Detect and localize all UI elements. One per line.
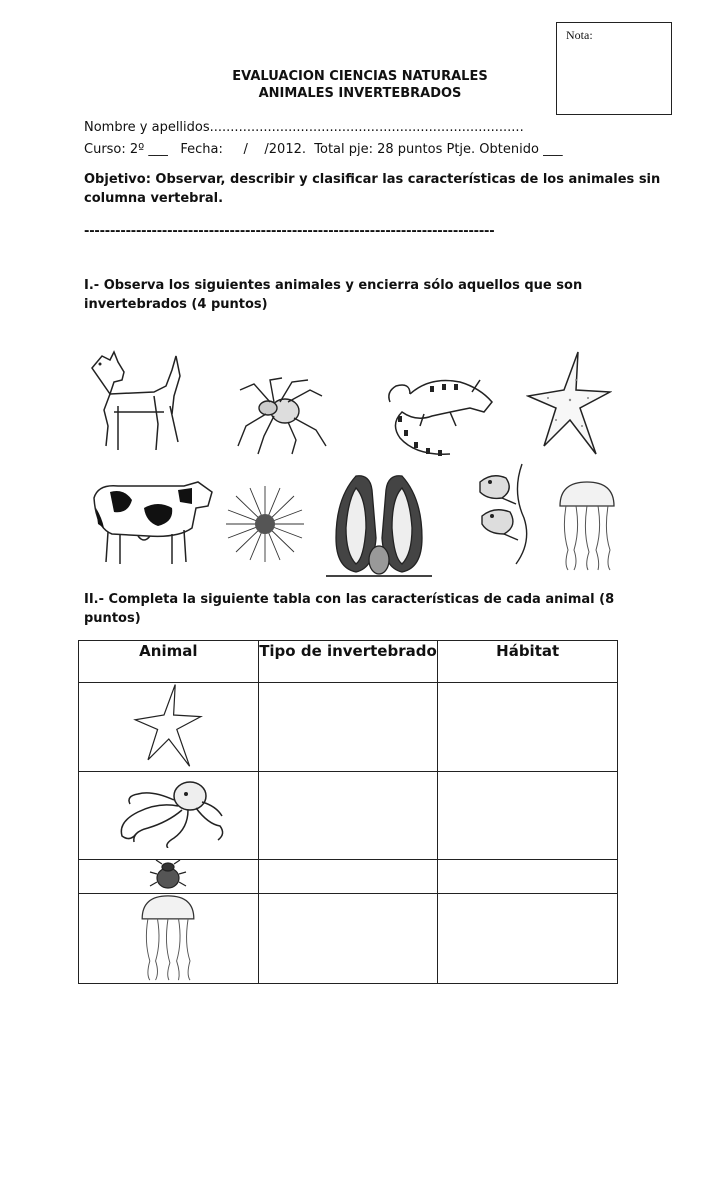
type-input-jellyfish[interactable] (258, 894, 438, 984)
habitat-input-octopus[interactable] (438, 772, 618, 860)
document-title: EVALUACION CIENCIAS NATURALES (232, 69, 488, 84)
animal-cell-starfish (79, 683, 259, 772)
header-type: Tipo de invertebrado (258, 641, 438, 683)
table-row (79, 894, 618, 984)
section-2-title: II.- Completa la siguiente tabla con las características de cada animal (8 puntos) (84, 592, 615, 626)
beetle-table-image (148, 860, 188, 890)
sea-urchin-image[interactable] (224, 484, 306, 564)
grade-label: Nota: (566, 28, 593, 42)
header-habitat: Hábitat (438, 641, 618, 683)
type-input-starfish[interactable] (258, 683, 438, 772)
animal-cell-beetle (79, 860, 259, 894)
frogs-image[interactable] (472, 462, 552, 566)
habitat-input-jellyfish[interactable] (438, 894, 618, 984)
animal-cell-jellyfish (79, 894, 259, 984)
table-header-row (79, 641, 618, 683)
penguins-image[interactable] (326, 468, 432, 580)
table-row (79, 683, 618, 772)
header-animal: Animal (79, 641, 259, 683)
animal-cell-octopus (79, 772, 259, 860)
spider-image[interactable] (230, 376, 330, 456)
starfish-table-image (131, 683, 205, 771)
starfish-image[interactable] (526, 350, 612, 460)
octopus-table-image (108, 772, 228, 848)
table-row (79, 772, 618, 860)
table-row (79, 860, 618, 894)
habitat-input-beetle[interactable] (438, 860, 618, 894)
type-input-beetle[interactable] (258, 860, 438, 894)
jellyfish-image[interactable] (556, 480, 618, 572)
section-1-title: I.- Observa los siguientes animales y encierra sólo aquellos que son invertebrados (4 puntos) (84, 278, 583, 312)
document-subtitle: ANIMALES INVERTEBRADOS (258, 86, 462, 101)
type-input-octopus[interactable] (258, 772, 438, 860)
separator-line: ------------------------------------------------------------------------------- (84, 224, 495, 239)
iguana-image[interactable] (380, 372, 500, 462)
habitat-input-starfish[interactable] (438, 683, 618, 772)
name-line[interactable]: Nombre y apellidos............................................................................ (84, 120, 524, 135)
objective-text: Objetivo: Observar, describir y clasificar las características de los animales sin columna vertebral. (84, 172, 661, 206)
characteristics-table (78, 640, 618, 984)
course-line[interactable]: Curso: 2º ___ Fecha: / /2012. Total pje: 28 puntos Ptje. Obtenido ___ (84, 142, 563, 157)
cow-image[interactable] (88, 478, 216, 568)
jellyfish-table-image (135, 894, 201, 982)
dog-image[interactable] (84, 346, 186, 456)
